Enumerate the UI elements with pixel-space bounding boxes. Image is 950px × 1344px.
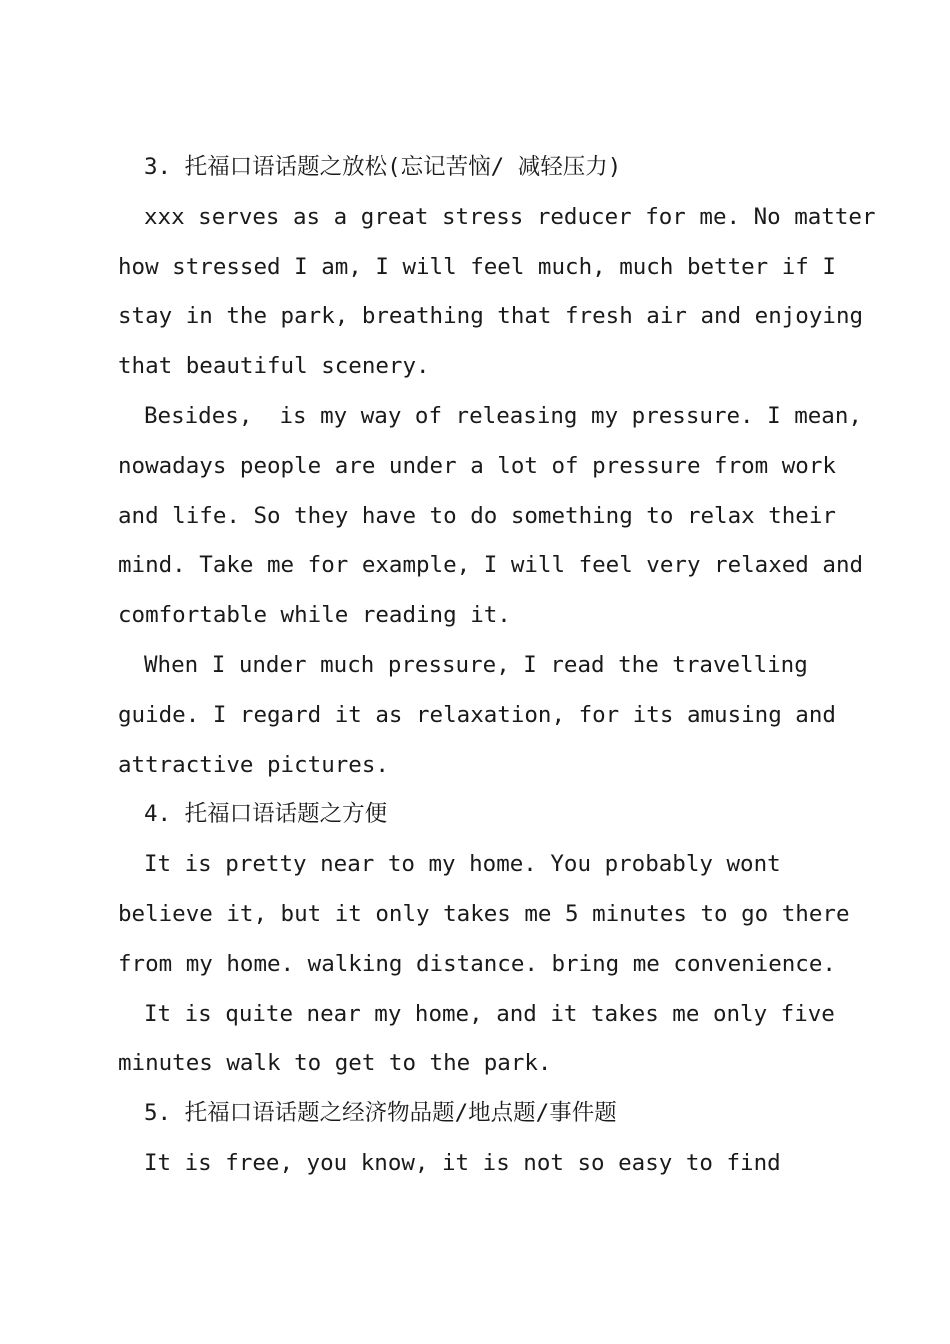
paragraph-line: nowadays people are under a lot of pressure from work xyxy=(118,452,836,479)
paragraph-line: It is quite near my home, and it takes me only five xyxy=(144,1000,835,1027)
section-heading-economy: 5. 托福口语话题之经济物品题/地点题/事件题 xyxy=(144,1100,617,1127)
section-heading-relax: 3. 托福口语话题之放松(忘记苦恼/ 减轻压力) xyxy=(144,154,622,180)
paragraph-line: It is free, you know, it is not so easy to find xyxy=(144,1149,781,1176)
paragraph-line: and life. So they have to do something to relax their xyxy=(118,502,836,529)
section-heading-convenience: 4. 托福口语话题之方便 xyxy=(144,801,388,828)
paragraph-line: It is pretty near to my home. You probably wont xyxy=(144,851,781,878)
paragraph-line: xxx serves as a great stress reducer for me. No matter xyxy=(144,203,876,230)
document-body xyxy=(118,143,876,1189)
paragraph-line: comfortable while reading it. xyxy=(118,602,511,629)
paragraph-line: Besides, is my way of releasing my pressure. I mean, xyxy=(144,402,862,429)
paragraph-line: believe it, but it only takes me 5 minutes to go there xyxy=(118,900,850,927)
paragraph-line: When I under much pressure, I read the travelling xyxy=(144,651,808,678)
paragraph-line: mind. Take me for example, I will feel very relaxed and xyxy=(118,552,864,579)
paragraph-line: attractive pictures. xyxy=(118,751,389,778)
paragraph-line: how stressed I am, I will feel much, much better if I xyxy=(118,253,836,280)
paragraph-line: from my home. walking distance. bring me convenience. xyxy=(118,950,836,977)
paragraph-line: stay in the park, breathing that fresh air and enjoying xyxy=(118,303,864,330)
paragraph-line: that beautiful scenery. xyxy=(118,353,430,380)
paragraph-line: minutes walk to get to the park. xyxy=(118,1050,552,1077)
paragraph-line: guide. I regard it as relaxation, for its amusing and xyxy=(118,701,836,728)
